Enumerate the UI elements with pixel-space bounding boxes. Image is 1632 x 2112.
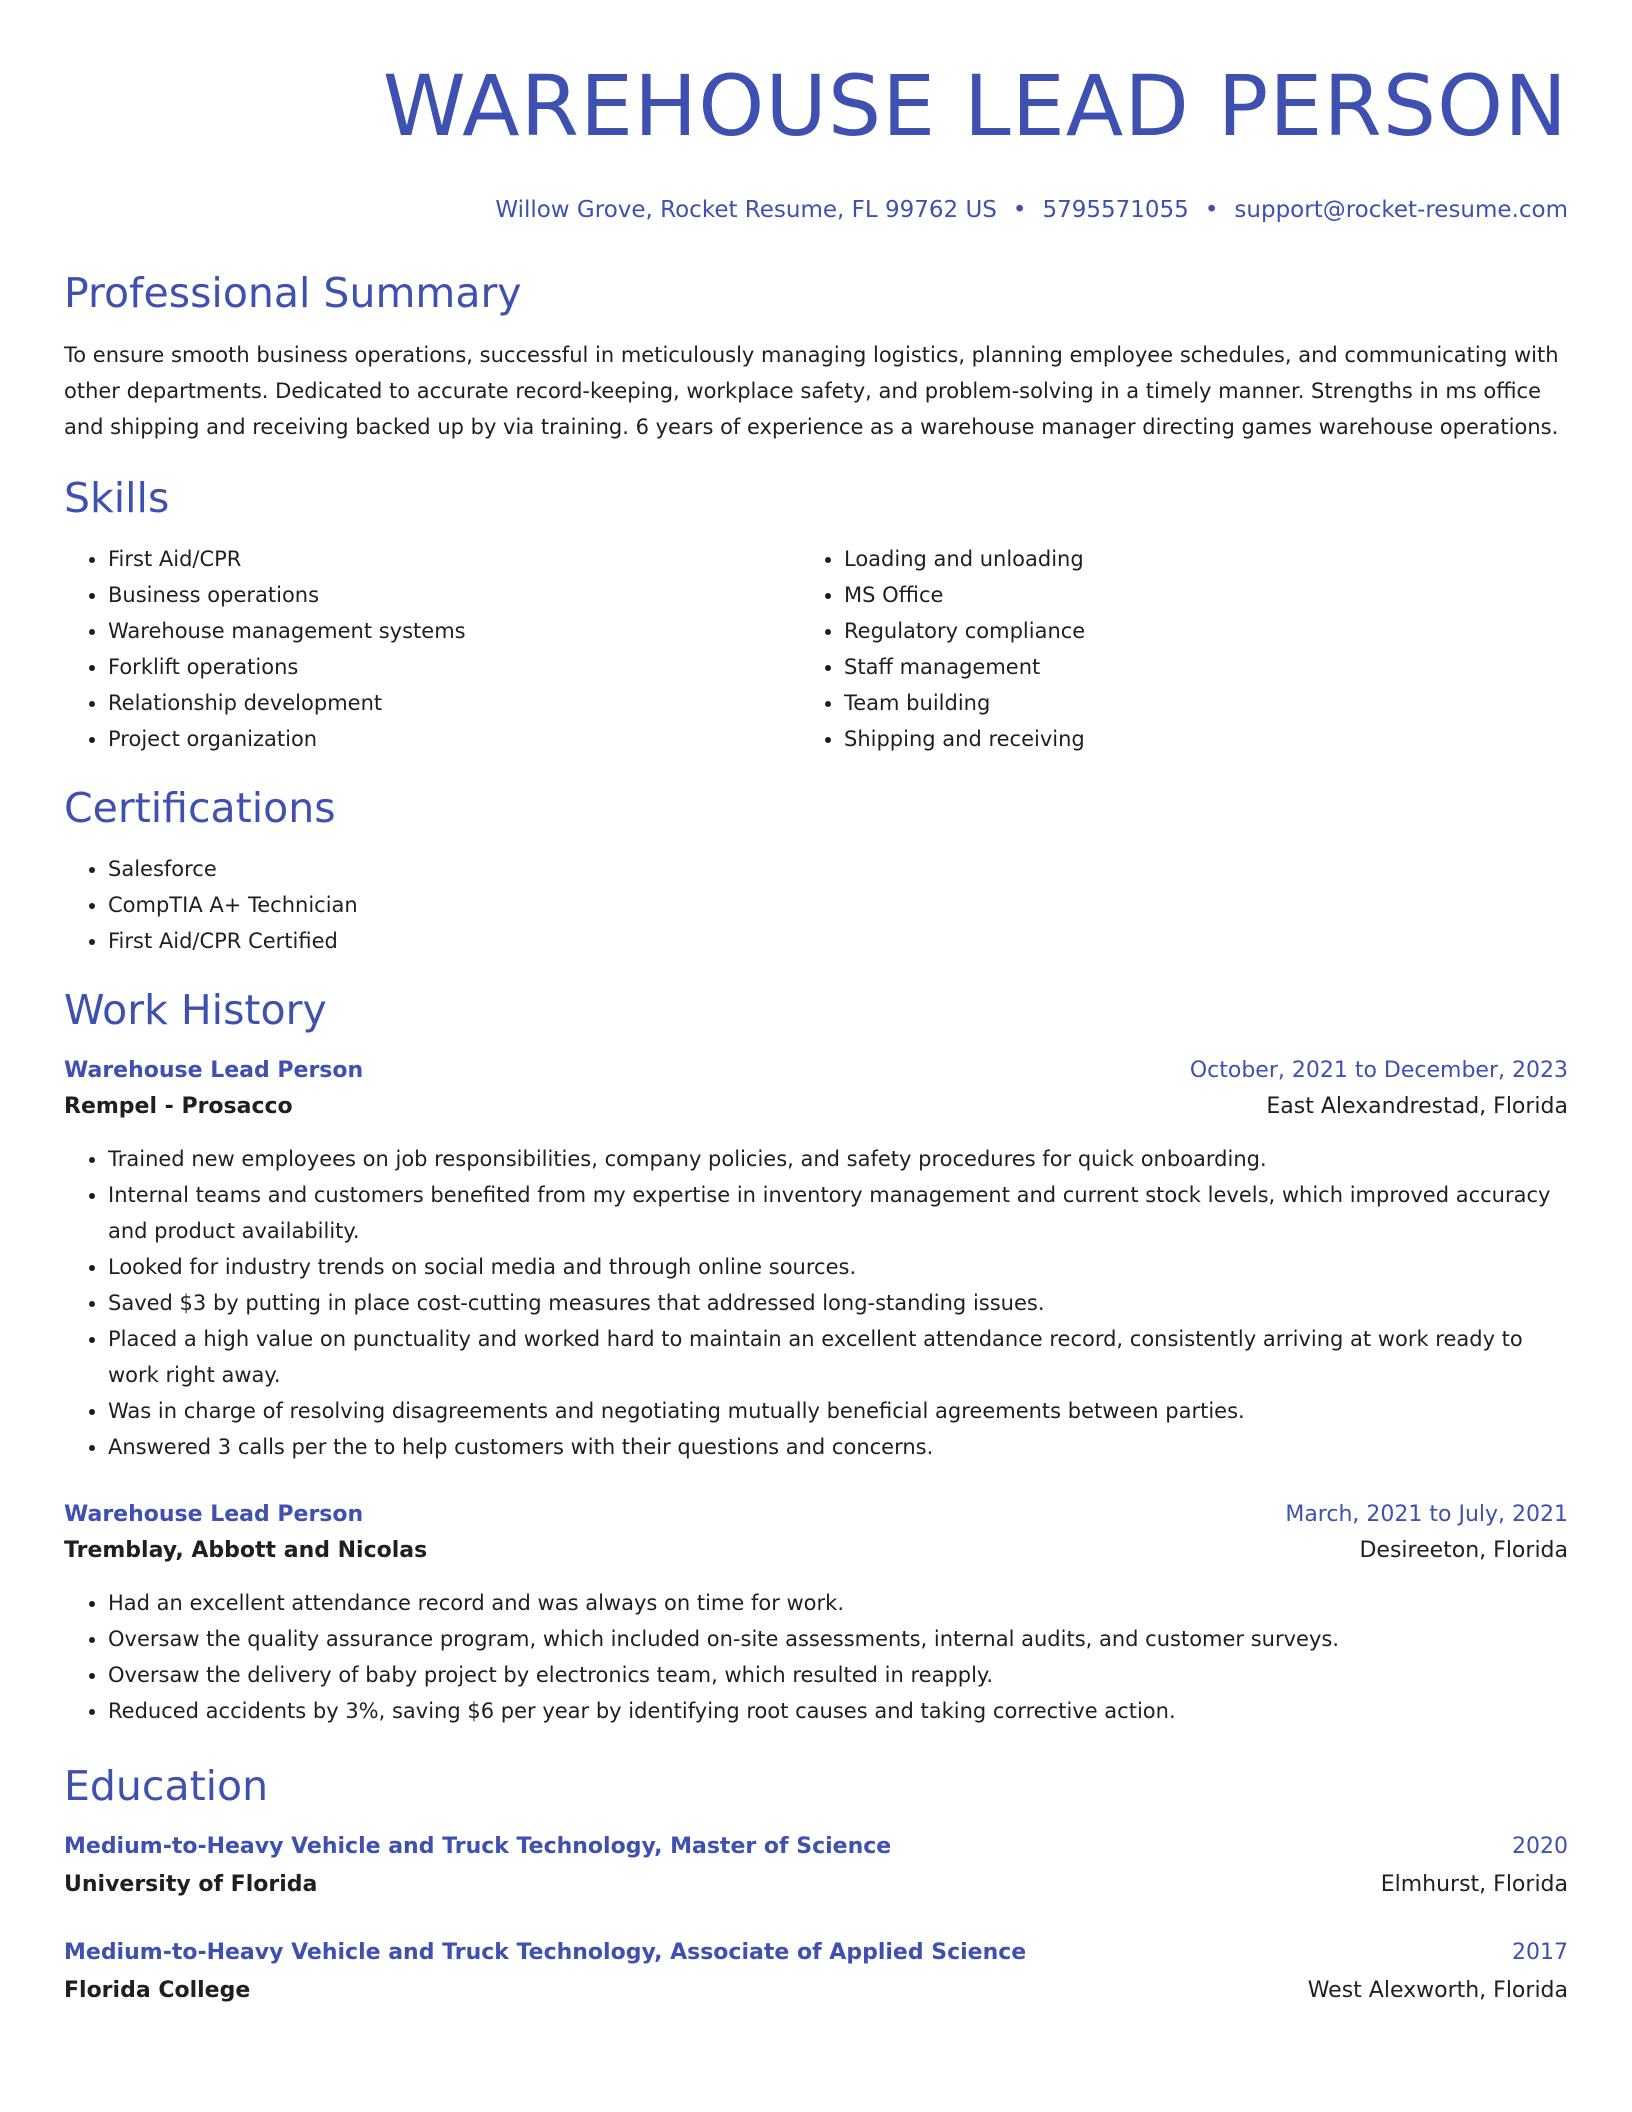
education-entry — [64, 1829, 1568, 1905]
skills-heading: Skills — [64, 474, 170, 522]
certification-item: • First Aid/CPR Certified — [108, 923, 1568, 959]
duty-item: • Answered 3 calls per the to help customers with their questions and concerns. — [108, 1429, 1568, 1465]
education-subheader — [64, 1971, 1568, 2011]
job-dates: March, 2021 to July, 2021 — [1285, 1502, 1568, 1527]
skills-column-right — [800, 541, 1536, 757]
skills-list — [64, 541, 1568, 757]
skill-item: • Team building — [844, 685, 1536, 721]
education-entry — [64, 1935, 1568, 2011]
employer: Rempel - Prosacco — [64, 1094, 293, 1119]
education-header — [64, 1829, 1568, 1865]
duty-item: • Reduced accidents by 3%, saving $6 per year by identifying root causes and taking corrective action. — [108, 1693, 1568, 1729]
employer: Tremblay, Abbott and Nicolas — [64, 1538, 428, 1563]
summary-text: To ensure smooth business operations, successful in meticulously managing logistics, planning employee schedules, and communicating with other departments. Dedicated to accurate record-keeping, workplace safety, and problem-solving in a timely manner. Strengths in ms office and shipping and receiving backed up by via training. 6 years of experience as a warehouse manager directing games warehouse operations. — [64, 343, 1559, 439]
duty-item: • Oversaw the delivery of baby project by electronics team, which resulted in reapply. — [108, 1657, 1568, 1693]
skill-item: • Project organization — [108, 721, 800, 757]
job-location: East Alexandrestad, Florida — [1266, 1094, 1568, 1119]
address: Willow Grove, Rocket Resume, FL 99762 US — [495, 197, 997, 223]
job-duties — [64, 1585, 1568, 1729]
duty-item: • Looked for industry trends on social media and through online sources. — [108, 1249, 1568, 1285]
phone: 5795571055 — [1042, 197, 1189, 223]
job-location: Desireeton, Florida — [1359, 1538, 1568, 1563]
education-subheader — [64, 1865, 1568, 1905]
duty-item: • Saved $3 by putting in place cost-cutting measures that addressed long-standing issues. — [108, 1285, 1568, 1321]
certification-item: • CompTIA A+ Technician — [108, 887, 1568, 923]
school-location: West Alexworth, Florida — [1307, 1978, 1568, 2003]
skill-item: • MS Office — [844, 577, 1536, 613]
job-entry — [64, 1053, 1568, 1465]
skill-item: • Staff management — [844, 649, 1536, 685]
graduation-year: 2017 — [1512, 1940, 1568, 1965]
job-dates: October, 2021 to December, 2023 — [1189, 1058, 1568, 1083]
candidate-name: WAREHOUSE LEAD PERSON — [382, 57, 1568, 155]
job-entry — [64, 1497, 1568, 1729]
degree: Medium-to-Heavy Vehicle and Truck Technology, Master of Science — [64, 1834, 892, 1859]
job-duties — [64, 1141, 1568, 1465]
certifications-heading: Certifications — [64, 784, 336, 832]
school-location: Elmhurst, Florida — [1380, 1872, 1568, 1897]
contact-line — [64, 194, 1568, 226]
skill-item: • Shipping and receiving — [844, 721, 1536, 757]
skill-item: • First Aid/CPR — [108, 541, 800, 577]
job-header — [64, 1497, 1568, 1533]
school: Florida College — [64, 1978, 251, 2003]
separator-dot: • — [1204, 197, 1219, 223]
skill-item: • Regulatory compliance — [844, 613, 1536, 649]
job-subheader — [64, 1533, 1568, 1569]
skill-item: • Relationship development — [108, 685, 800, 721]
duty-item: • Placed a high value on punctuality and worked hard to maintain an excellent attendance record, consistently arriving at work ready to work right away. — [108, 1321, 1568, 1393]
skill-item: • Business operations — [108, 577, 800, 613]
skill-item: • Warehouse management systems — [108, 613, 800, 649]
separator-dot: • — [1012, 197, 1027, 223]
job-title: Warehouse Lead Person — [64, 1058, 364, 1083]
graduation-year: 2020 — [1512, 1834, 1568, 1859]
duty-item: • Oversaw the quality assurance program, which included on-site assessments, internal audits, and customer surveys. — [108, 1621, 1568, 1657]
job-title: Warehouse Lead Person — [64, 1502, 364, 1527]
education-header — [64, 1935, 1568, 1971]
summary-heading: Professional Summary — [64, 269, 522, 317]
education-heading: Education — [64, 1762, 269, 1810]
certifications-list — [64, 851, 1568, 959]
work-history-heading: Work History — [64, 986, 327, 1034]
job-header — [64, 1053, 1568, 1089]
school: University of Florida — [64, 1872, 318, 1897]
skill-item: • Forklift operations — [108, 649, 800, 685]
duty-item: • Had an excellent attendance record and was always on time for work. — [108, 1585, 1568, 1621]
duty-item: • Trained new employees on job responsibilities, company policies, and safety procedures for quick onboarding. — [108, 1141, 1568, 1177]
job-subheader — [64, 1089, 1568, 1125]
skills-column-left — [64, 541, 800, 757]
certification-item: • Salesforce — [108, 851, 1568, 887]
degree: Medium-to-Heavy Vehicle and Truck Technology, Associate of Applied Science — [64, 1940, 1027, 1965]
duty-item: • Internal teams and customers benefited from my expertise in inventory management and current stock levels, which improved accuracy and product availability. — [108, 1177, 1568, 1249]
duty-item: • Was in charge of resolving disagreements and negotiating mutually beneficial agreements between parties. — [108, 1393, 1568, 1429]
skill-item: • Loading and unloading — [844, 541, 1536, 577]
email-link[interactable]: support@rocket-resume.com — [1234, 197, 1568, 223]
